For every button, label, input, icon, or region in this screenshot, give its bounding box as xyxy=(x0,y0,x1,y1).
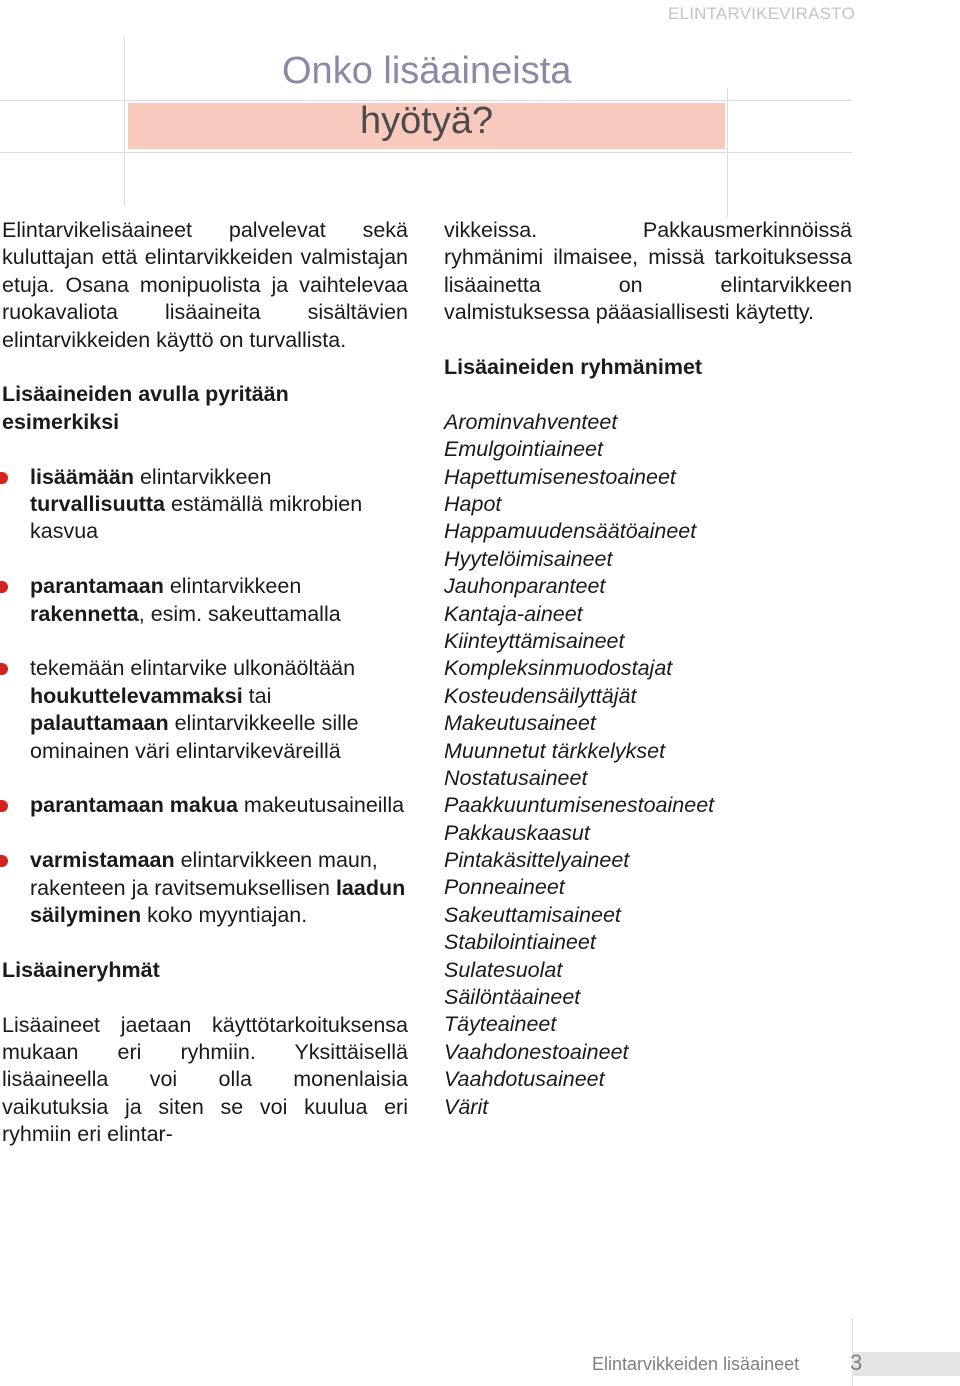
list-item: Arominvahventeet xyxy=(444,409,618,434)
agency-name: ELINTARVIKEVIRASTO xyxy=(668,4,855,23)
group-names-heading: Lisäaineiden ryhmänimet xyxy=(444,355,703,380)
page-number-bar xyxy=(852,1352,960,1376)
list-item: Nostatusaineet xyxy=(444,765,588,790)
right-column xyxy=(444,217,852,1121)
groups-heading: Lisäaineryhmät xyxy=(2,957,160,982)
page-title-line2: hyötyä? xyxy=(360,100,494,142)
list-item: Pakkauskaasut xyxy=(444,820,590,845)
purpose-list xyxy=(2,464,408,930)
list-item: Ponneaineet xyxy=(444,875,565,900)
list-item: Makeutusaineet xyxy=(444,711,596,736)
list-item: parantamaan elintarvikkeen rakennetta, esim. sakeuttamalla xyxy=(2,573,408,628)
list-item: Sakeuttamisaineet xyxy=(444,902,621,927)
list-item: Hyytelöimisaineet xyxy=(444,546,613,571)
list-item: Stabilointiaineet xyxy=(444,930,596,955)
list-item: Täyteaineet xyxy=(444,1012,557,1037)
list-item: Happamuudensäätöaineet xyxy=(444,519,697,544)
purpose-heading: Lisäaineiden avulla pyritään esimerkiksi xyxy=(2,382,289,434)
left-column xyxy=(2,217,408,1149)
list-item: Hapettumisenestoaineet xyxy=(444,464,676,489)
list-item: Kosteudensäilyttäjät xyxy=(444,683,637,708)
intro-paragraph: Elintarvikelisäaineet palvelevat sekä kuluttajan että elintarvikkeiden valmistajan etuja. Osana monipuolista ja vaihtelevaa ruokavaliota lisäaineita sisältävien elintarvikkeiden käyttö on turvallista. xyxy=(2,218,408,352)
list-item: Vaahdonestoaineet xyxy=(444,1039,629,1064)
groups-paragraph: Lisäaineet jaetaan käyttötarkoituksensa mukaan eri ryhmiin. Yksittäisellä lisäaineella voi olla monenlaisia vaikutuksia ja siten se voi kuulua eri ryhmiin eri elintar- xyxy=(2,1012,408,1147)
list-item: Sulatesuolat xyxy=(444,957,563,982)
list-item: Vaahdotusaineet xyxy=(444,1067,605,1092)
list-item: Pintakäsittelyaineet xyxy=(444,848,630,873)
left-guide xyxy=(124,36,125,206)
list-item: varmistamaan elintarvikkeen maun, rakenteen ja ravitsemuksellisen laadun säilyminen koko myyntiajan. xyxy=(2,847,408,929)
list-item: Jauhonparanteet xyxy=(444,574,606,599)
list-item: tekemään elintarvike ulkonäöltään houkuttelevammaksi tai palauttamaan elintarvikkeelle sille ominainen väri elintarvikeväreillä xyxy=(2,655,408,765)
mid-rule xyxy=(0,152,852,153)
right-guide xyxy=(727,88,728,218)
page-number: 3 xyxy=(850,1350,863,1375)
list-item: Paakkuuntumisenestoaineet xyxy=(444,793,715,818)
footer-title: Elintarvikkeiden lisäaineet xyxy=(592,1354,800,1374)
list-item: parantamaan makua makeutusaineilla xyxy=(2,792,408,819)
list-item: Kompleksinmuodostajat xyxy=(444,656,673,681)
list-item: Muunnetut tärkkelykset xyxy=(444,738,666,763)
list-item: Kiinteyttämisaineet xyxy=(444,628,625,653)
list-item: Hapot xyxy=(444,491,502,516)
group-names-list xyxy=(444,409,852,1121)
list-item: Emulgointiaineet xyxy=(444,437,603,462)
list-item: Kantaja-aineet xyxy=(444,601,583,626)
list-item: lisäämään elintarvikkeen turvallisuutta estämällä mikrobien kasvua xyxy=(2,464,408,546)
list-item: Värit xyxy=(444,1094,489,1119)
continued-paragraph: vikkeissa. Pakkausmerkinnöissä ryhmänimi ilmaisee, missä tarkoituksessa lisäainetta on elintarvikkeen valmistuksessa pääasiallisesti käytetty. xyxy=(444,218,852,325)
list-item: Säilöntäaineet xyxy=(444,985,581,1010)
page-title-line1: Onko lisäaineista xyxy=(282,50,572,92)
